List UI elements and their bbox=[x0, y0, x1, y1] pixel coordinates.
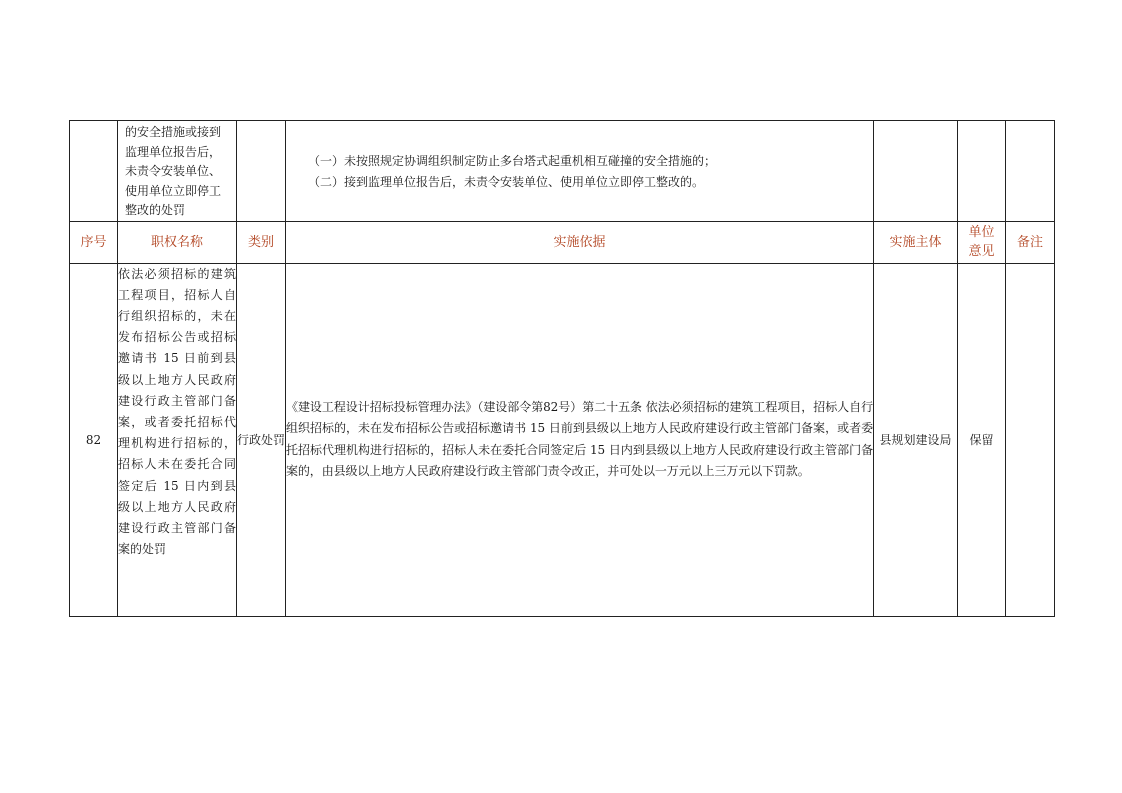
basis-item: （一）未按照规定协调组织制定防止多台塔式起重机相互碰撞的安全措施的； bbox=[308, 154, 717, 169]
item-subject: 县规划建设局 bbox=[874, 263, 958, 616]
continued-row bbox=[70, 121, 1055, 222]
item-type: 行政处罚 bbox=[237, 263, 286, 616]
header-no: 序号 bbox=[70, 221, 118, 263]
table-row bbox=[70, 263, 1055, 616]
item-remark bbox=[1006, 263, 1055, 616]
basis-item: （二）接到监理单位报告后，未责令安装单位、使用单位立即停工整改的。 bbox=[308, 175, 705, 190]
header-remark: 备注 bbox=[1006, 221, 1055, 263]
item-title: 依法必须招标的建筑工程项目，招标人自行组织招标的，未在发布招标公告或招标邀请书 15 日前到县级以上地方人民政府建设行政主管部门备案，或者委托招标代理机构进行招标的，招标人未在委托合同签定后 15 日内到县级以上地方人民政府建设行政主管部门备案的处罚 bbox=[118, 263, 237, 616]
header-basis: 实施依据 bbox=[286, 221, 874, 263]
header-opinion: 单位意见 bbox=[958, 221, 1006, 263]
item-no: 82 bbox=[70, 263, 118, 616]
continued-basis-cell bbox=[286, 121, 874, 222]
item-opinion: 保留 bbox=[958, 263, 1006, 616]
continued-remark-cell bbox=[1006, 121, 1055, 222]
continued-no-cell bbox=[70, 121, 118, 222]
item-basis: 《建设工程设计招标投标管理办法》（建设部令第82号）第二十五条 依法必须招标的建筑工程项目，招标人自行组织招标的，未在发布招标公告或招标邀请书 15 日前到县级以上地方人民政府建设行政主管部门备案，或者委托招标代理机构进行招标的，招标人未在委托合同签定后 15 日内到县级以上地方人民政府建设行政主管部门备案的，由县级以上地方人民政府建设行政主管部门责令改正，并可处以一万元以上三万元以下罚款。 bbox=[286, 263, 874, 616]
header-type: 类别 bbox=[237, 221, 286, 263]
header-row bbox=[70, 221, 1055, 263]
continued-title: 的安全措施或接到监理单位报告后，未责令安装单位、使用单位立即停工整改的处罚 bbox=[125, 125, 222, 217]
header-subject: 实施主体 bbox=[874, 221, 958, 263]
continued-basis-list bbox=[286, 148, 873, 193]
continued-opinion-cell bbox=[958, 121, 1006, 222]
header-title: 职权名称 bbox=[118, 221, 237, 263]
authority-table bbox=[69, 120, 1055, 617]
continued-title-cell bbox=[118, 121, 237, 222]
continued-type-cell bbox=[237, 121, 286, 222]
continued-subject-cell bbox=[874, 121, 958, 222]
